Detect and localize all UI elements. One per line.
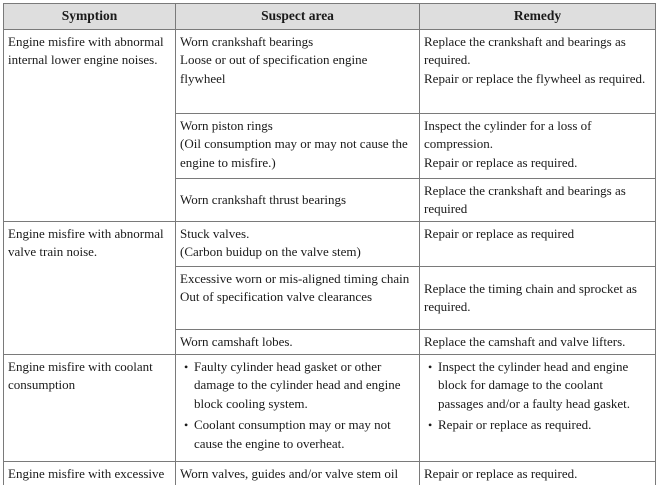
- suspect-bullet: • Coolant consumption may or may not cause the engine to overheat.: [194, 416, 415, 453]
- remedy-line: Replace the timing chain and sprocket as required.: [424, 280, 637, 314]
- remedy-bullet-list: [424, 358, 651, 435]
- suspect-cell: [176, 221, 420, 266]
- remedy-line: Replace the crankshaft and bearings as required.: [424, 33, 626, 67]
- symptom-cell: Engine misfire with coolant consumption: [4, 354, 176, 461]
- suspect-line: Worn camshaft lobes.: [180, 333, 293, 349]
- suspect-line: (Carbon buidup on the valve stem): [180, 244, 361, 259]
- table-row: [4, 461, 656, 485]
- remedy-line: Repair or replace as required: [424, 225, 575, 241]
- remedy-cell: [420, 29, 656, 113]
- suspect-cell: [176, 329, 420, 354]
- remedy-line: Replace the crankshaft and bearings as required: [424, 182, 626, 216]
- remedy-line: Replace the camshaft and valve lifters.: [424, 333, 626, 349]
- suspect-line: Stuck valves.: [180, 225, 250, 241]
- suspect-line: (Oil consumption may or may not cause the engine to misfire.): [180, 136, 408, 170]
- header-symptom: Symption: [4, 4, 176, 30]
- table-row: [4, 29, 656, 113]
- suspect-cell: [176, 354, 420, 461]
- suspect-line: Out of specification valve clearances: [180, 289, 373, 304]
- suspect-cell: [176, 461, 420, 485]
- symptom-cell: Engine misfire with abnormal internal lower engine noises.: [4, 29, 176, 221]
- header-row: [4, 4, 656, 30]
- header-suspect-area: Suspect area: [176, 4, 420, 30]
- suspect-line: Loose or out of specification engine flywheel: [180, 52, 368, 86]
- remedy-cell: [420, 266, 656, 329]
- remedy-cell: [420, 178, 656, 221]
- suspect-bullet-list: [180, 358, 415, 454]
- suspect-line: Worn crankshaft bearings: [180, 33, 314, 49]
- remedy-cell: [420, 113, 656, 178]
- diagnosis-table: [3, 3, 656, 485]
- header-remedy: Remedy: [420, 4, 656, 30]
- remedy-cell: [420, 461, 656, 485]
- remedy-line: Inspect the cylinder for a loss of compression.: [424, 117, 592, 151]
- symptom-cell: Engine misfire with abnormal valve train noise.: [4, 221, 176, 354]
- suspect-cell: [176, 178, 420, 221]
- suspect-cell: [176, 29, 420, 113]
- table-row: [4, 354, 656, 461]
- remedy-line: Repair or replace as required.: [424, 465, 578, 481]
- remedy-cell: [420, 221, 656, 266]
- table-row: [4, 221, 656, 266]
- suspect-line: Excessive worn or mis-aligned timing chain: [180, 270, 410, 286]
- suspect-bullet: • Faulty cylinder head gasket or other damage to the cylinder head and engine block cooling system.: [194, 358, 415, 414]
- symptom-cell: Engine misfire with excessive: [4, 461, 176, 485]
- remedy-cell: [420, 329, 656, 354]
- suspect-line: Worn piston rings: [180, 117, 273, 133]
- remedy-bullet: • Inspect the cylinder head and engine block for damage to the coolant passages and/or a faulty head gasket.: [438, 358, 651, 414]
- suspect-line: Worn crankshaft thrust bearings: [180, 191, 347, 207]
- remedy-line: Repair or replace the flywheel as required.: [424, 70, 646, 86]
- suspect-cell: [176, 113, 420, 178]
- suspect-cell: [176, 266, 420, 329]
- remedy-line: Repair or replace as required.: [424, 154, 578, 170]
- remedy-bullet: • Repair or replace as required.: [438, 416, 651, 435]
- remedy-cell: [420, 354, 656, 461]
- suspect-line: Worn valves, guides and/or valve stem oil: [180, 465, 399, 481]
